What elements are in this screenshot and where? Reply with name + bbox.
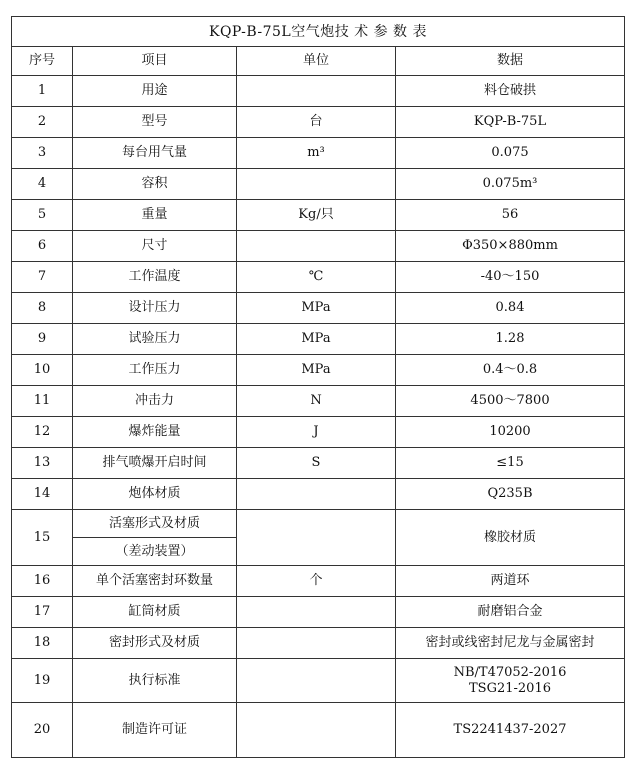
cell-item: 制造许可证 <box>73 703 237 758</box>
cell-item: 每台用气量 <box>73 138 237 169</box>
cell-data-line2: TSG21-2016 <box>469 680 551 696</box>
cell-no: 14 <box>12 479 73 510</box>
cell-data: TS2241437-2027 <box>396 703 625 758</box>
cell-unit <box>237 479 396 510</box>
cell-no: 11 <box>12 386 73 417</box>
cell-no: 4 <box>12 169 73 200</box>
cell-no: 6 <box>12 231 73 262</box>
header-item: 项目 <box>73 47 237 76</box>
cell-item: 密封形式及材质 <box>73 628 237 659</box>
table-title-row <box>12 17 625 47</box>
cell-no: 20 <box>12 703 73 758</box>
cell-data: 耐磨铝合金 <box>396 597 625 628</box>
cell-no: 8 <box>12 293 73 324</box>
cell-data: 4500～7800 <box>396 386 625 417</box>
table-header-row <box>12 47 625 76</box>
table-row <box>12 262 625 293</box>
cell-data: 橡胶材质 <box>396 510 625 566</box>
cell-data-line1: NB/T47052-2016 <box>453 664 567 680</box>
cell-data: -40～150 <box>396 262 625 293</box>
cell-item: 容积 <box>73 169 237 200</box>
cell-item: 工作压力 <box>73 355 237 386</box>
cell-item: 试验压力 <box>73 324 237 355</box>
table-row <box>12 76 625 107</box>
cell-data: 1.28 <box>396 324 625 355</box>
cell-data: 10200 <box>396 417 625 448</box>
cell-no: 13 <box>12 448 73 479</box>
cell-data: 密封或线密封尼龙与金属密封 <box>396 628 625 659</box>
cell-item: 用途 <box>73 76 237 107</box>
cell-data: 0.075 <box>396 138 625 169</box>
cell-no: 2 <box>12 107 73 138</box>
cell-unit: S <box>237 448 396 479</box>
cell-item: 爆炸能量 <box>73 417 237 448</box>
cell-data: Q235B <box>396 479 625 510</box>
cell-item: 设计压力 <box>73 293 237 324</box>
header-unit: 单位 <box>237 47 396 76</box>
cell-unit: m³ <box>237 138 396 169</box>
cell-unit: Kg/只 <box>237 200 396 231</box>
cell-no: 7 <box>12 262 73 293</box>
cell-item: 冲击力 <box>73 386 237 417</box>
cell-unit: N <box>237 386 396 417</box>
table-row <box>12 628 625 659</box>
cell-no: 3 <box>12 138 73 169</box>
cell-unit <box>237 76 396 107</box>
table-row <box>12 293 625 324</box>
table-row <box>12 200 625 231</box>
cell-data: ≤15 <box>396 448 625 479</box>
cell-unit <box>237 231 396 262</box>
header-no: 序号 <box>12 47 73 76</box>
cell-data: 两道环 <box>396 566 625 597</box>
cell-item: 炮体材质 <box>73 479 237 510</box>
cell-no: 12 <box>12 417 73 448</box>
cell-unit: 个 <box>237 566 396 597</box>
cell-item: 重量 <box>73 200 237 231</box>
table-row <box>12 231 625 262</box>
cell-unit <box>237 597 396 628</box>
cell-data: 0.4～0.8 <box>396 355 625 386</box>
cell-unit <box>237 703 396 758</box>
cell-unit: ℃ <box>237 262 396 293</box>
cell-item: 尺寸 <box>73 231 237 262</box>
cell-no: 15 <box>12 510 73 566</box>
cell-unit <box>237 659 396 703</box>
cell-no: 5 <box>12 200 73 231</box>
cell-data: 0.84 <box>396 293 625 324</box>
table-row <box>12 169 625 200</box>
table-title: KQP-B-75L空气炮技 术 参 数 表 <box>12 17 625 47</box>
cell-data: 0.075m³ <box>396 169 625 200</box>
cell-unit <box>237 628 396 659</box>
cell-unit: MPa <box>237 324 396 355</box>
spec-table <box>11 16 625 758</box>
table-row <box>12 138 625 169</box>
table-row <box>12 324 625 355</box>
cell-data <box>396 659 625 703</box>
cell-item: 单个活塞密封环数量 <box>73 566 237 597</box>
cell-data: KQP-B-75L <box>396 107 625 138</box>
cell-unit <box>237 510 396 566</box>
table-row <box>12 659 625 703</box>
cell-data: 料仓破拱 <box>396 76 625 107</box>
table-row <box>12 510 625 538</box>
cell-item: 缸筒材质 <box>73 597 237 628</box>
table-row <box>12 703 625 758</box>
cell-no: 10 <box>12 355 73 386</box>
table-row <box>12 597 625 628</box>
cell-item-line2: （差动装置） <box>73 538 237 566</box>
cell-unit <box>237 169 396 200</box>
table-row <box>12 479 625 510</box>
cell-no: 16 <box>12 566 73 597</box>
table-row <box>12 107 625 138</box>
cell-unit: MPa <box>237 293 396 324</box>
cell-no: 18 <box>12 628 73 659</box>
cell-item: 工作温度 <box>73 262 237 293</box>
cell-no: 1 <box>12 76 73 107</box>
table-row <box>12 448 625 479</box>
table-row <box>12 355 625 386</box>
table-row <box>12 386 625 417</box>
table-row <box>12 417 625 448</box>
cell-no: 19 <box>12 659 73 703</box>
cell-item: 型号 <box>73 107 237 138</box>
cell-unit: J <box>237 417 396 448</box>
cell-item: 排气喷爆开启时间 <box>73 448 237 479</box>
cell-unit: MPa <box>237 355 396 386</box>
header-data: 数据 <box>396 47 625 76</box>
cell-unit: 台 <box>237 107 396 138</box>
cell-data: 56 <box>396 200 625 231</box>
cell-data: Φ350×880mm <box>396 231 625 262</box>
table-row <box>12 566 625 597</box>
cell-no: 9 <box>12 324 73 355</box>
cell-item-line1: 活塞形式及材质 <box>73 510 237 538</box>
cell-item: 执行标准 <box>73 659 237 703</box>
cell-no: 17 <box>12 597 73 628</box>
